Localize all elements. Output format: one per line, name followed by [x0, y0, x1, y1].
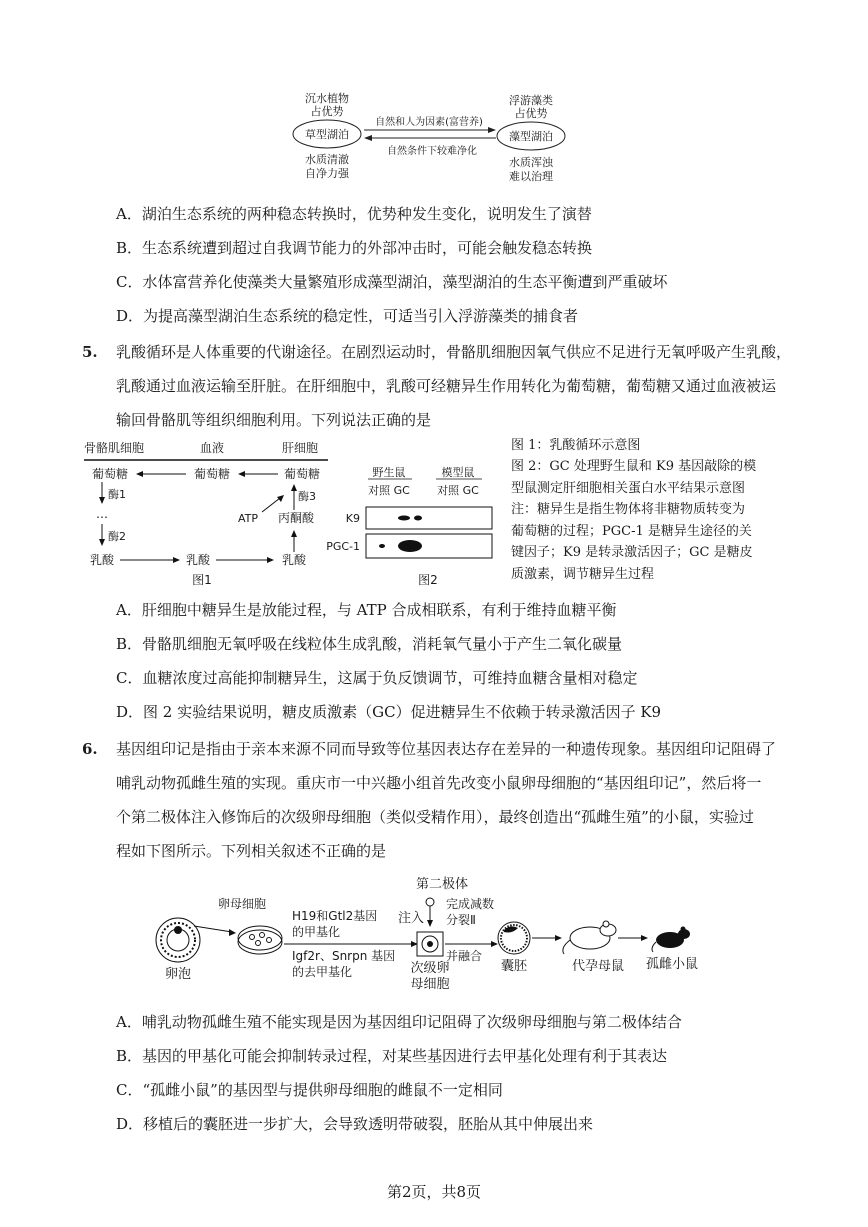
right-state-label: 藻型湖泊: [509, 130, 553, 143]
q5-stem-line1: 乳酸循环是人体重要的代谢途径。在剧烈运动时，骨骼肌细胞因氧气供应不足进行无氧呼吸产生乳酸，: [116, 343, 792, 361]
fig1-lactic-left: 乳酸: [89, 553, 115, 567]
polar-body-icon: [426, 898, 434, 906]
fig2-row-pgc1: PGC-1: [326, 540, 360, 553]
fig-note-3: 型鼠测定肝细胞相关蛋白水平结果示意图: [511, 481, 746, 496]
fig1-enzyme3: 酶3: [298, 490, 316, 503]
fig1-pyruvate: 丙酮酸: [277, 511, 315, 525]
treatment1-line1: H19和Gtl2基因: [292, 909, 378, 923]
q5-option-b: B．骨骼肌细胞无氧呼吸在线粒体生成乳酸，消耗氧气量小于产生二氧化碳量: [116, 635, 623, 653]
left-top-line1: 沉水植物: [305, 92, 349, 105]
right-top-line2: 占优势: [514, 107, 548, 120]
fig2-ctrl-gc-wild: 对照 GC: [368, 484, 410, 497]
back-arrow-label: 自然条件下较难净化: [387, 146, 477, 157]
q5-option-a: A．肝细胞中糖异生是放能过程，与 ATP 合成相联系，有利于维持血糖平衡: [116, 601, 617, 619]
forward-arrow-label: 自然和人为因素(富营养): [375, 117, 483, 128]
q6-option-d: D．移植后的囊胚进一步扩大，会导致透明带破裂，胚胎从其中伸展出来: [116, 1115, 594, 1133]
complete-line3: 并融合: [446, 949, 483, 963]
page-footer: 第2页，共8页: [386, 1183, 482, 1201]
treatment2-line1: Igf2r、Snrpn 基因: [292, 949, 396, 963]
forward-arrow-head: [488, 127, 496, 133]
fig2-wild-label: 野生鼠: [372, 466, 406, 479]
fig1-atp: ATP: [237, 512, 259, 525]
left-bottom-line1: 水质清澈: [305, 153, 349, 166]
q5-option-d: D．图 2 实验结果说明，糖皮质激素（GC）促进糖异生不依赖于转录激活因子 K9: [116, 703, 662, 721]
right-top-line1: 浮游藻类: [509, 94, 553, 107]
q6-option-a: A．哺乳动物孤雌生殖不能实现是因为基因组印记阻碍了次级卵母细胞与第二极体结合: [116, 1013, 682, 1031]
fig2-pgc1-band-small: [379, 544, 385, 548]
fig-note-6: 键因子；K9 是转录激活因子；GC 是糖皮: [511, 545, 753, 560]
q6-stem-line4: 程如下图所示。下列相关叙述不正确的是: [116, 842, 387, 860]
fig1-lactic-blood: 乳酸: [185, 553, 211, 567]
fig1-enzyme1: 酶1: [108, 488, 126, 501]
follicle-label: 卵泡: [164, 967, 192, 982]
q5-stem-line3: 输回骨骼肌等组织细胞利用。下列说法正确的是: [116, 411, 432, 429]
fig1-dots: …: [96, 507, 108, 521]
fig2-pgc1-band-large: [398, 540, 422, 552]
fig-note-5: 葡萄糖的过程；PGC-1 是糖异生途径的关: [511, 524, 752, 539]
q4-option-b: B．生态系统遭到超过自我调节能力的外部冲击时，可能会触发稳态转换: [116, 239, 593, 257]
q6-stem-line1: 基因组印记是指由于亲本来源不同而导致等位基因表达存在差异的一种遗传现象。基因组印记阻碍了: [116, 740, 777, 758]
blastocyst-label: 囊胚: [500, 959, 528, 974]
back-arrow-head: [364, 135, 372, 141]
q6-option-c: C．“孤雌小鼠”的基因型与提供卵母细胞的雌鼠不一定相同: [116, 1081, 503, 1099]
q4-option-c: C．水体富营养化使藻类大量繁殖形成藻型湖泊，藻型湖泊的生态平衡遭到严重破坏: [116, 273, 668, 291]
fig2-caption: 图2: [418, 573, 438, 587]
secondary-oocyte-line2: 母细胞: [410, 977, 450, 992]
q6-stem-line2: 哺乳动物孤雌生殖的实现。重庆市一中兴趣小组首先改变小鼠卵母细胞的“基因组印记”，然后将一: [116, 774, 762, 792]
q5-number: 5.: [82, 343, 98, 361]
fig1-lactic-right: 乳酸: [281, 553, 307, 567]
parthenogenetic-mouse-label: 孤雌小鼠: [645, 957, 699, 972]
lake-state-diagram: [280, 88, 590, 190]
polar-body-label: 第二极体: [415, 877, 469, 892]
oocyte-label: 卵母细胞: [218, 897, 267, 911]
fig1-glucose-blood: 葡萄糖: [193, 467, 231, 481]
fig2-ctrl-gc-model: 对照 GC: [437, 484, 479, 497]
fig-note-1: 图 1：乳酸循环示意图: [511, 438, 641, 453]
q5-option-c: C．血糖浓度过高能抑制糖异生，这属于负反馈调节，可维持血糖含量相对稳定: [116, 669, 638, 687]
fig1-glucose-left: 葡萄糖: [91, 467, 129, 481]
surrogate-label: 代孕母鼠: [571, 959, 625, 974]
left-top-line2: 占优势: [310, 105, 344, 118]
treatment1-line2: 的甲基化: [292, 925, 341, 939]
complete-line2: 分裂Ⅱ: [446, 913, 476, 927]
fig1-caption: 图1: [192, 573, 212, 587]
fig1-col-skeletal: 骨骼肌细胞: [83, 441, 145, 455]
q6-number: 6.: [82, 740, 98, 758]
q4-option-d: D．为提高藻型湖泊生态系统的稳定性，可适当引入浮游藻类的捕食者: [116, 307, 579, 325]
q5-stem-line2: 乳酸通过血液运输至肝脏。在肝细胞中，乳酸可经糖异生作用转化为葡萄糖，葡萄糖又通过血液被运: [116, 377, 777, 395]
fig-note-4: 注：糖异生是指生物体将非糖物质转变为: [511, 502, 746, 517]
fig2-row-k9: K9: [345, 512, 360, 525]
follicle-icon: [156, 918, 200, 962]
fig1-col-liver: 肝细胞: [281, 441, 319, 455]
lactic-acid-cycle-figure: [84, 438, 330, 590]
q4-option-a: A．湖泊生态系统的两种稳态转换时，优势种发生变化，说明发生了演替: [116, 205, 592, 223]
fig1-col-blood: 血液: [199, 441, 225, 455]
western-blot-figure: [326, 462, 496, 590]
left-bottom-line2: 自净力强: [305, 167, 349, 180]
left-state-label: 草型湖泊: [305, 128, 349, 141]
fig-note-7: 质激素，调节糖异生过程: [511, 567, 655, 582]
secondary-oocyte-icon: [417, 932, 443, 956]
fig2-model-label: 模型鼠: [441, 466, 475, 479]
right-bottom-line2: 难以治理: [509, 170, 553, 183]
oocyte-dish-icon: [238, 926, 282, 954]
fig1-enzyme2: 酶2: [108, 530, 126, 543]
fig-note-2: 图 2：GC 处理野生鼠和 K9 基因敲除的模: [511, 459, 757, 474]
fig1-glucose-right: 葡萄糖: [283, 467, 321, 481]
blastocyst-icon: [498, 922, 530, 954]
surrogate-mouse-icon: [563, 921, 616, 954]
inject-label: 注入: [398, 911, 425, 926]
treatment2-line2: 的去甲基化: [292, 965, 353, 979]
fig2-k9-lane: [366, 507, 492, 529]
complete-line1: 完成减数: [446, 897, 495, 911]
parthenogenesis-diagram: [150, 872, 700, 1002]
secondary-oocyte-line1: 次级卵: [410, 961, 450, 976]
q6-stem-line3: 个第二极体注入修饰后的次级卵母细胞（类似受精作用），最终创造出“孤雌生殖”的小鼠，实验过: [116, 808, 754, 826]
parthenogenetic-mouse-icon: [652, 927, 690, 953]
right-bottom-line1: 水质浑浊: [509, 156, 553, 169]
q6-option-b: B．基因的甲基化可能会抑制转录过程，对某些基因进行去甲基化处理有利于其表达: [116, 1047, 668, 1065]
fig2-k9-band: [398, 516, 410, 521]
